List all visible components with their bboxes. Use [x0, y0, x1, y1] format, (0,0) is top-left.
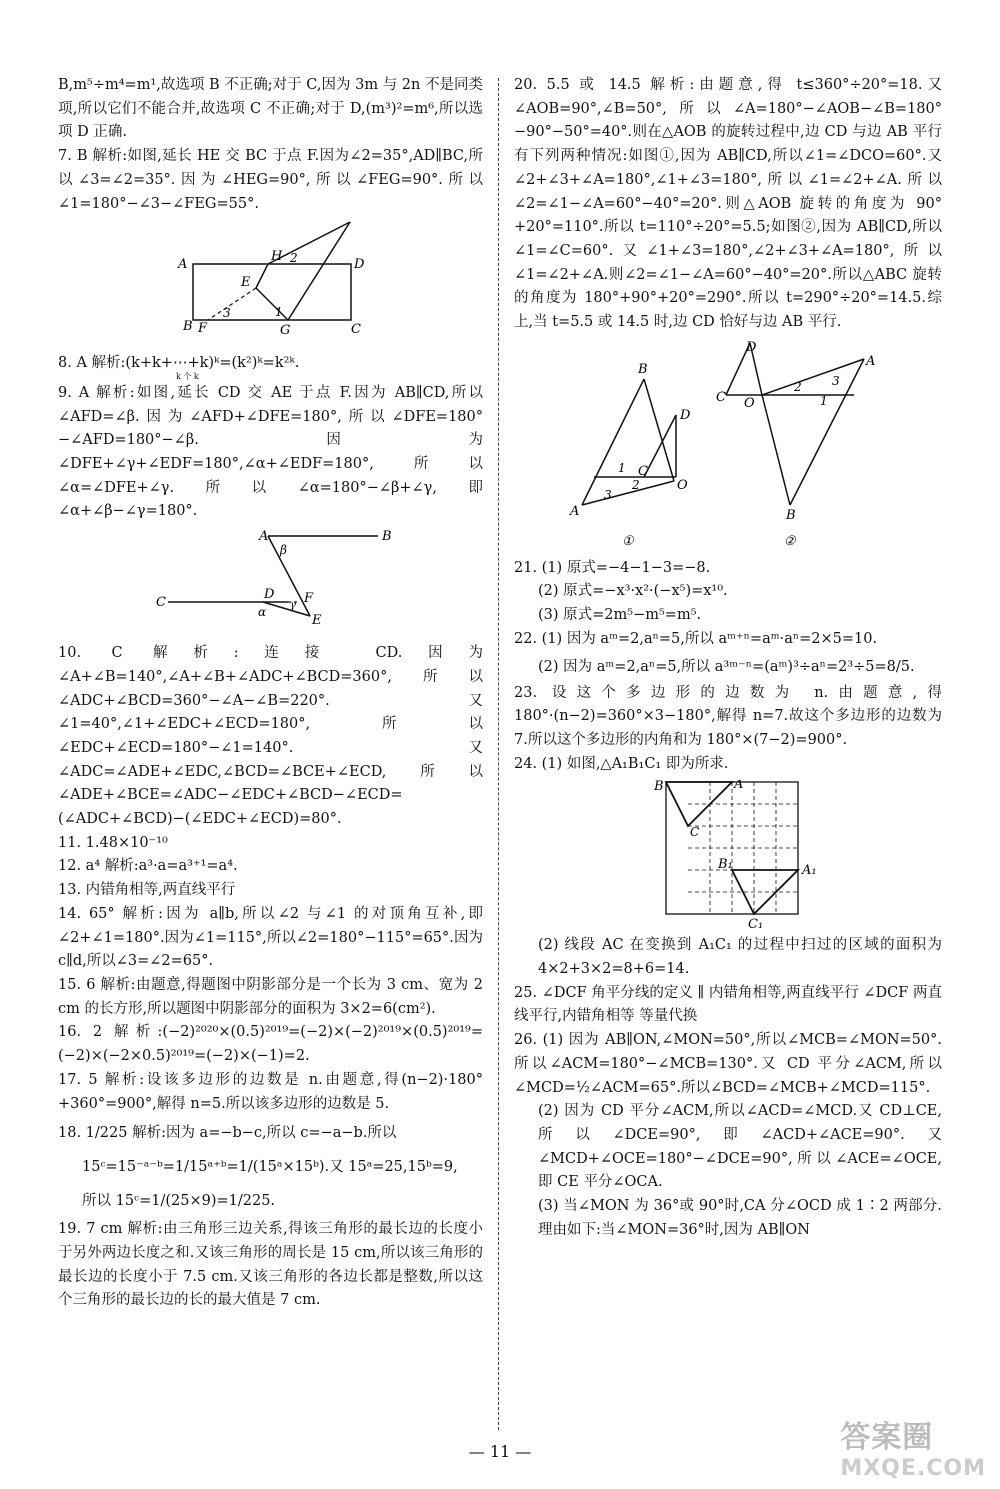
fig20a-label-D: D — [680, 407, 691, 423]
fig24-label-C1: C₁ — [748, 917, 764, 931]
fig9-label-B: B — [382, 529, 392, 545]
answer-8-brace-note: k 个 k — [176, 371, 199, 381]
fig20a-angle-1: 1 — [618, 460, 626, 475]
answer-6-tail: B,m⁵÷m⁴=m¹,故选项 B 不正确;对于 C,因为 3m 与 2n 不是同类项,所以它们不能合并,故选项 C 不正确;对于 D,(m³)²=m⁶,所以选项 D 正确. — [58, 77, 483, 141]
fig9-angle-gamma: γ — [290, 600, 296, 612]
answer-12: 12. a⁴ 解析:a³·a=a³⁺¹=a⁴. — [58, 858, 238, 875]
answer-7: 7. B 解析:如图,延长 HE 交 BC 于点 F.因为∠2=35°,AD∥BC,所以∠3=∠2=35°.因为∠HEG=90°,所以∠FEG=90°.所以∠1=180°−∠3−∠FEG=55°. — [58, 148, 483, 212]
fig9-label-C: C — [156, 595, 166, 611]
watermark-text: 答案圈 — [840, 1420, 934, 1455]
fig20a-label-B: B — [638, 361, 648, 377]
fig20a-label-C: C — [638, 463, 648, 479]
answer-19: 19. 7 cm 解析:由三角形三边关系,得该三角形的最长边的长度小于另外两边长度之和.又该三角形的周长是 15 cm,所以该三角形的最长边的长度小于 7.5 cm.又该三角形的各边长都是整数,所以这个三角形的最长边的长的最大值是 7 cm. — [58, 1221, 483, 1309]
answer-18-line2: 15ᶜ=15⁻ᵃ⁻ᵇ=1/15ᵃ⁺ᵇ=1/(15ᵃ×15ᵇ).又 15ᵃ=25,15ᵇ=9, — [82, 1159, 458, 1176]
fig7-label-A: A — [178, 257, 188, 273]
fig7-label-B: B — [183, 319, 193, 335]
answer-11: 11. 1.48×10⁻¹⁰ — [58, 834, 168, 851]
fig24-label-C: C — [690, 825, 700, 840]
answer-26-2: (2) 因为 CD 平分∠ACM,所以∠ACD=∠MCD.又 CD⊥CE,所以∠DCE=90°,即∠ACD+∠ACE=90°.又∠MCD+∠OCE=180°−∠DCE=90°,所以∠ACE=∠OCE,即 CE 平分∠OCA. — [538, 1103, 942, 1191]
answer-8: 8. A 解析:(k+k+⋯+k)ᵏ=(k²)ᵏ=k²ᵏ. — [58, 355, 300, 372]
fig9-label-D: D — [264, 587, 275, 603]
answer-16: 16. 2 解析:(−2)²⁰²⁰×(0.5)²⁰¹⁹=(−2)×(−2)²⁰¹⁹×(0.5)²⁰¹⁹=(−2)×(−2×0.5)²⁰¹⁹=(−2)×(−1)=2. — [58, 1024, 483, 1065]
answer-23: 23. 设这个多边形的边数为 n.由题意,得 180°·(n−2)=360°×3−180°,解得 n=7.故这个多边形的边数为 7.所以这个多边形的内角和为 180°×(7−2)=900°. — [514, 684, 942, 748]
answer-18-line1: 18. 1/225 解析:因为 a=−b−c,所以 c=−a−b.所以 — [58, 1125, 397, 1142]
fig24-label-B1: B₁ — [718, 857, 733, 873]
answer-21-2: (2) 原式=−x³·x²·(−x⁵)=x¹⁰. — [538, 583, 728, 600]
fig24-label-A: A — [734, 780, 744, 793]
answer-13: 13. 内错角相等,两直线平行 — [58, 882, 236, 899]
fig7-label-F: F — [198, 321, 208, 337]
figure-9 — [58, 528, 483, 638]
figure-24-grid-diagram — [514, 780, 942, 930]
answer-21-1: 21. (1) 原式=−4−1−3=−8. — [514, 559, 711, 576]
fig7-label-E: E — [241, 275, 251, 291]
answer-18-line3: 所以 15ᶜ=1/(25×9)=1/225. — [82, 1193, 276, 1210]
answer-15: 15. 6 解析:由题意,得题图中阴影部分是一个长为 3 cm、宽为 2 cm 的长方形,所以题图中阴影部分的面积为 3×2=6(cm²). — [58, 976, 483, 1017]
answer-9: 9. A 解析:如图,延长 CD 交 AE 于点 F.因为 AB∥CD,所以∠AFD=∠β.因为∠AFD+∠DFE=180°,所以∠DFE=180°−∠AFD=180°−∠β.因为∠DFE+∠γ+∠EDF=180°,∠α+∠EDF=180°,所以∠α=∠DFE+∠γ.所以∠α=180°−∠β+∠γ,即∠α+∠β−∠γ=180°. — [58, 384, 483, 520]
fig9-label-E: E — [312, 613, 322, 629]
fig20a-caption: ① — [622, 533, 634, 549]
fig20b-angle-2: 2 — [794, 379, 802, 394]
fig20b-label-A: A — [866, 353, 876, 369]
column-divider — [498, 78, 499, 1430]
fig20b-label-D: D — [746, 339, 757, 355]
fig7-label-G: G — [280, 323, 291, 339]
fig20a-angle-3: 3 — [604, 487, 612, 502]
fig9-label-F: F — [304, 591, 314, 607]
page-number: — 11 — — [468, 1442, 532, 1461]
fig20b-caption: ② — [784, 533, 796, 549]
fig7-angle-3: 3 — [223, 306, 231, 321]
fig9-angle-alpha: α — [258, 605, 267, 620]
figure-9-diagram — [58, 528, 483, 638]
fig20b-angle-1: 1 — [820, 393, 828, 408]
figure-7 — [58, 220, 483, 348]
fig20b-label-C: C — [716, 389, 726, 405]
fig7-label-D: D — [354, 257, 365, 273]
fig20a-angle-2: 2 — [632, 477, 640, 492]
fig7-angle-2: 2 — [290, 251, 298, 266]
watermark-logo — [840, 1412, 986, 1481]
answer-21-3: (3) 原式=2m⁵−m⁵=m⁵. — [538, 607, 702, 624]
fig9-label-A: A — [259, 529, 269, 545]
answer-10: 10. C 解析:连接 CD.因为∠A+∠B=140°,∠A+∠B+∠ADC+∠BCD=360°,所以∠ADC+∠BCD=360°−∠A−∠B=220°.又∠1=40°,∠1+∠EDC+∠ECD=180°,所以∠EDC+∠ECD=180°−∠1=140°.又∠ADC=∠ADE+∠EDC,∠BCD=∠BCE+∠ECD,所以∠ADE+∠BCE=∠ADC−∠EDC+∠BCD−∠ECD=(∠ADC+∠BCD)−(∠EDC+∠ECD)=80°. — [58, 645, 483, 828]
fig20b-label-O: O — [744, 395, 755, 411]
left-column — [58, 74, 483, 1313]
answer-22-2: (2) 因为 aᵐ=2,aⁿ=5,所以 a³ᵐ⁻ⁿ=(aᵐ)³÷aⁿ=2³÷5=8/5. — [538, 658, 915, 675]
answer-20: 20. 5.5 或 14.5 解析:由题意,得 t≤360°÷20°=18.又∠AOB=90°,∠B=50°,所以∠A=180°−∠AOB−∠B=180°−90°−50°=40°.则在△AOB 的旋转过程中,边 CD 与边 AB 平行有下列两种情况:如图①,因为 AB∥CD,所以∠1=∠DCO=60°.又∠2+∠3+∠A=180°,∠1+∠3=180°,所以∠1=∠2+∠A.所以∠2=∠1−∠A=60°−40°=20°.则△AOB 旋转的角度为 90°+20°=110°.所以 t=110°÷20°=5.5;如图②,因为 AB∥CD,所以∠1=∠C=60°.又∠1+∠3=180°,∠2+∠3+∠A=180°,所以∠1=∠2+∠A.则∠2=∠1−∠A=60°−40°=20°.所以△ABC 旋转的角度为 180°+90°+20°=290°.所以 t=290°÷20°=14.5.综上,当 t=5.5 或 14.5 时,边 CD 恰好与边 AB 平行. — [514, 77, 942, 331]
figure-7-diagram — [58, 220, 483, 348]
answer-24-2: (2) 线段 AC 在变换到 A₁C₁ 的过程中扫过的区域的面积为 4×2+3×2=8+6=14. — [538, 937, 942, 978]
fig7-label-H: H — [271, 249, 283, 265]
answer-24-1: 24. (1) 如图,△A₁B₁C₁ 即为所求. — [514, 755, 729, 772]
fig20a-label-O: O — [677, 477, 688, 493]
answer-22-1: 22. (1) 因为 aᵐ=2,aⁿ=5,所以 aᵐ⁺ⁿ=aᵐ·aⁿ=2×5=10. — [514, 630, 878, 647]
fig24-label-B: B — [654, 780, 664, 795]
fig7-angle-1: 1 — [275, 305, 283, 320]
fig20a-label-A: A — [570, 503, 580, 519]
fig20b-angle-3: 3 — [832, 373, 840, 388]
fig20b-label-B: B — [786, 507, 796, 523]
watermark-url: MXQE.COM — [840, 1456, 986, 1481]
fig24-label-A1: A₁ — [802, 863, 817, 879]
figure-20-diagram — [514, 339, 942, 553]
fig9-angle-beta: β — [280, 543, 287, 558]
figure-24 — [514, 780, 942, 930]
answer-26-3: (3) 当∠MON 为 36°或 90°时,CA 分∠OCD 成 1∶2 两部分.理由如下:当∠MON=36°时,因为 AB∥ON — [538, 1198, 942, 1238]
fig7-label-C: C — [351, 322, 361, 338]
figure-20 — [514, 339, 942, 553]
answer-14: 14. 65° 解析:因为 a∥b,所以∠2 与∠1 的对顶角互补,即∠2+∠1=180°.因为∠1=115°,所以∠2=180°−115°=65°.因为 c∥d,所以∠3=∠2=65°. — [58, 905, 483, 970]
answer-25: 25. ∠DCF 角平分线的定义 ∥ 内错角相等,两直线平行 ∠DCF 两直线平行,内错角相等 等量代换 — [514, 984, 942, 1025]
right-column — [514, 74, 942, 1243]
answer-26-1: 26. (1) 因为 AB∥ON,∠MON=50°,所以∠MCB=∠MON=50°.所以∠ACM=180°−∠MCB=130°.又 CD 平分∠ACM,所以∠MCD=½∠ACM=65°.所以∠BCD=∠MCB+∠MCD=115°. — [514, 1032, 942, 1096]
answer-17: 17. 5 解析:设该多边形的边数是 n.由题意,得(n−2)·180°+360°=900°,解得 n=5.所以该多边形的边数是 5. — [58, 1071, 483, 1112]
